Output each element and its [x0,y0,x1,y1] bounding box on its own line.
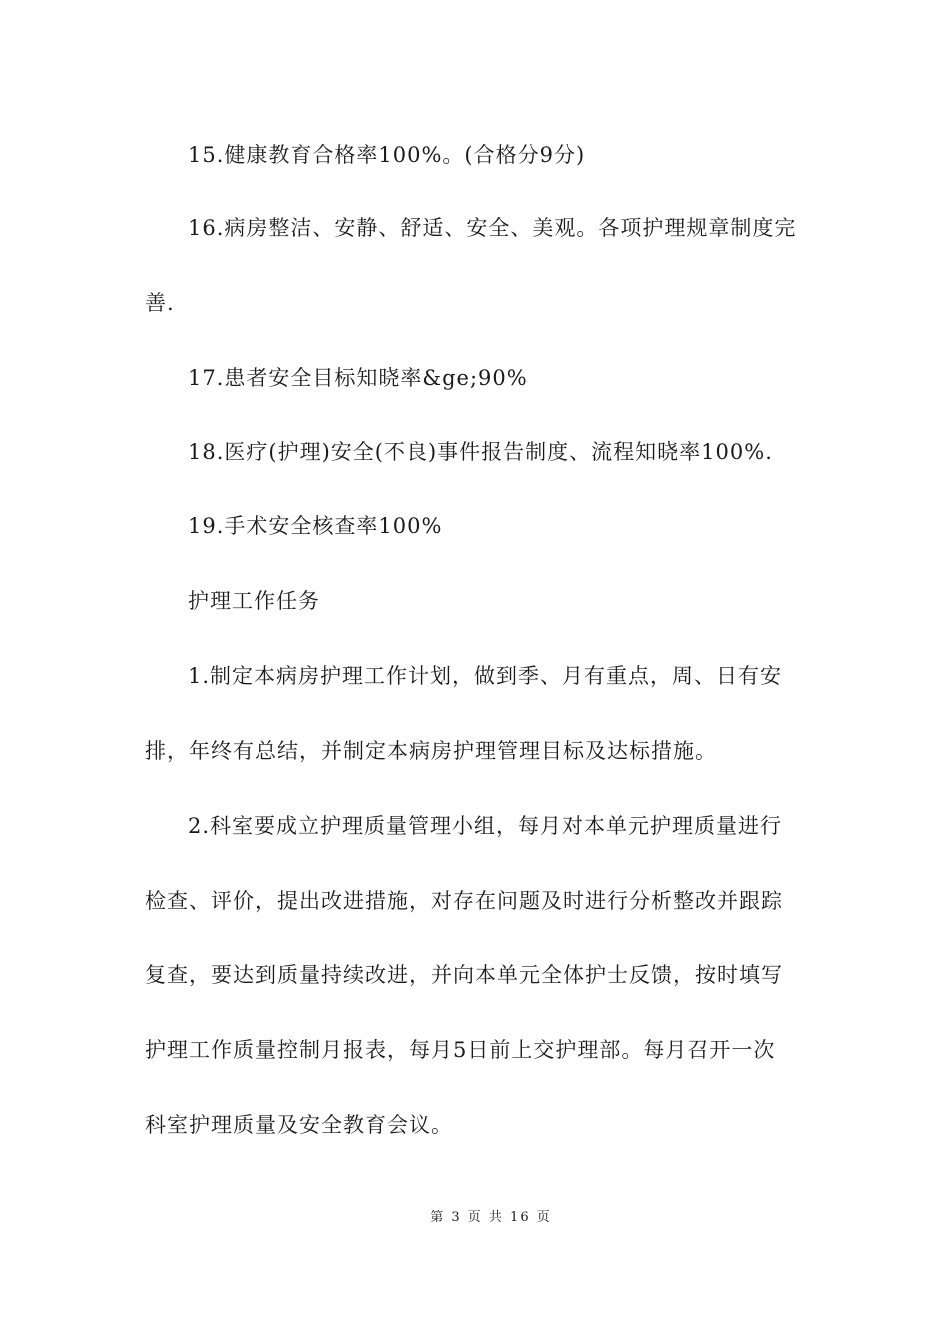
item-16-continued: 善. [145,291,175,315]
task-2-line-3: 复查，要达到质量持续改进，并向本单元全体护士反馈，按时填写 [145,963,783,987]
item-17: 17.患者安全目标知晓率&ge;90% [188,366,528,390]
item-18: 18.医疗(护理)安全(不良)事件报告制度、流程知晓率100%. [188,440,773,464]
item-16: 16.病房整洁、安静、舒适、安全、美观。各项护理规章制度完 [188,216,797,240]
task-2: 2.科室要成立护理质量管理小组，每月对本单元护理质量进行 [188,814,783,838]
item-15: 15.健康教育合格率100%。(合格分9分) [188,143,586,167]
task-2-line-5: 科室护理质量及安全教育会议。 [145,1113,453,1137]
page-number: 第 3 页 共 16 页 [430,1210,552,1225]
task-2-line-2: 检查、评价，提出改进措施，对存在问题及时进行分析整改并跟踪 [145,889,783,913]
task-1: 1.制定本病房护理工作计划，做到季、月有重点，周、日有安 [188,664,783,688]
task-2-line-4: 护理工作质量控制月报表，每月5日前上交护理部。每月召开一次 [145,1038,776,1062]
section-heading: 护理工作任务 [188,589,320,613]
item-19: 19.手术安全核查率100% [188,514,443,538]
task-1-continued: 排，年终有总结，并制定本病房护理管理目标及达标措施。 [145,739,717,763]
